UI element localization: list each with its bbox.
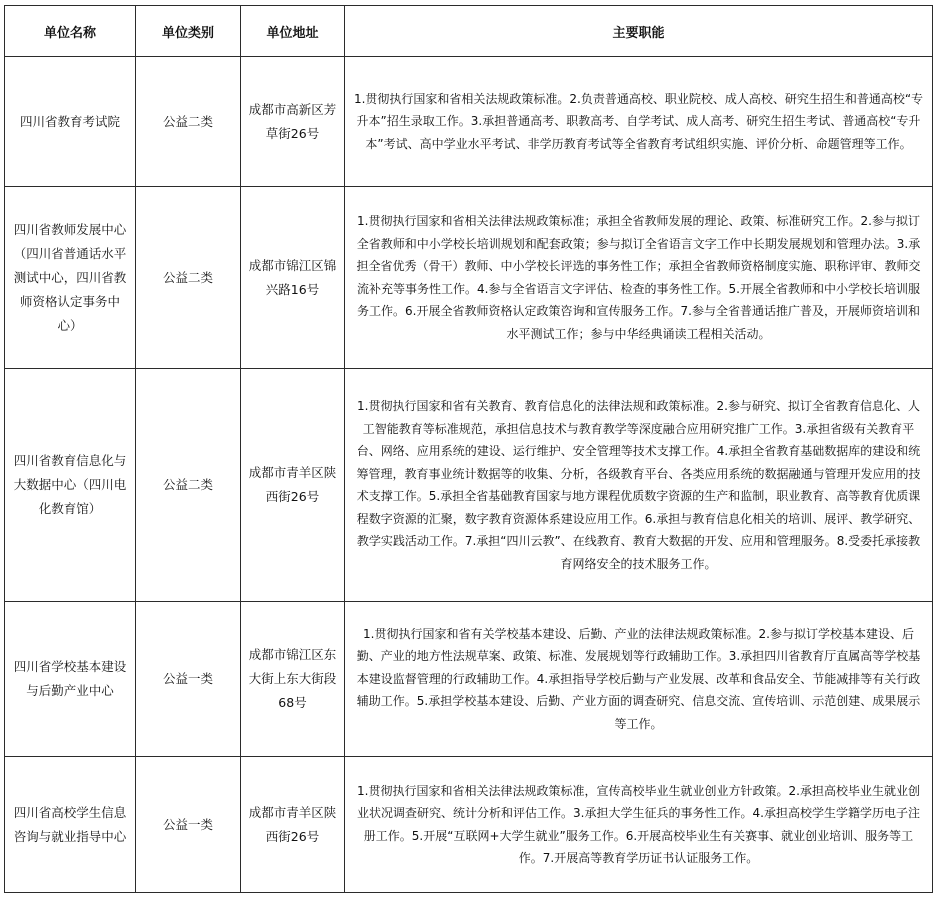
unit-type: 公益一类 bbox=[136, 757, 241, 893]
unit-address: 成都市锦江区锦兴路16号 bbox=[241, 187, 345, 369]
table-header-row bbox=[5, 6, 933, 57]
header-type: 单位类别 bbox=[136, 6, 241, 57]
header-name: 单位名称 bbox=[5, 6, 136, 57]
header-duties: 主要职能 bbox=[345, 6, 933, 57]
unit-duties: 1.贯彻执行国家和省相关法规政策标准。2.负责普通高校、职业院校、成人高校、研究生招生和普通高校“专升本”招生录取工作。3.承担普通高考、职教高考、自学考试、成人高考、研究生招生考试、普通高校“专升本”考试、高中学业水平考试、非学历教育考试等全省教育考试组织实施、评价分析、命题管理等工作。 bbox=[345, 57, 933, 187]
table-row bbox=[5, 601, 933, 757]
unit-duties: 1.贯彻执行国家和省有关学校基本建设、后勤、产业的法律法规政策标准。2.参与拟订学校基本建设、后勤、产业的地方性法规草案、政策、标准、发展规划等行政辅助工作。3.承担四川省教育厅直属高等学校基本建设监督管理的行政辅助工作。4.承担指导学校后勤与产业发展、改革和食品安全、节能减排等有关行政辅助工作。5.承担学校基本建设、后勤、产业方面的调查研究、信息交流、宣传培训、示范创建、成果展示等工作。 bbox=[345, 601, 933, 757]
unit-type: 公益二类 bbox=[136, 57, 241, 187]
header-address: 单位地址 bbox=[241, 6, 345, 57]
unit-type: 公益二类 bbox=[136, 187, 241, 369]
unit-type: 公益二类 bbox=[136, 369, 241, 602]
unit-duties: 1.贯彻执行国家和省有关教育、教育信息化的法律法规和政策标准。2.参与研究、拟订全省教育信息化、人工智能教育等标准规范，承担信息技术与教育教学等深度融合应用研究推广工作。3.承担省级有关教育平台、网络、应用系统的建设、运行维护、安全管理等技术支撑工作。4.承担全省教育基础数据库的建设和统筹管理，教育事业统计数据等的收集、分析，各级教育平台、各类应用系统的数据融通与管理开发应用的技术支撑工作。5.承担全省基础教育国家与地方课程优质数字资源的生产和监制，职业教育、高等教育优质课程数字资源的汇聚，数字教育资源体系建设应用工作。6.承担与教育信息化相关的培训、展评、教学研究、教学实践活动工作。7.承担“四川云教”、在线教育、教育大数据的开发、应用和管理服务。8.受委托承接教育网络安全的技术服务工作。 bbox=[345, 369, 933, 602]
unit-name: 四川省高校学生信息咨询与就业指导中心 bbox=[5, 757, 136, 893]
unit-type: 公益一类 bbox=[136, 601, 241, 757]
institution-table bbox=[4, 5, 933, 893]
table-row bbox=[5, 57, 933, 187]
unit-name: 四川省学校基本建设与后勤产业中心 bbox=[5, 601, 136, 757]
unit-name: 四川省教师发展中心（四川省普通话水平测试中心，四川省教师资格认定事务中心） bbox=[5, 187, 136, 369]
unit-duties: 1.贯彻执行国家和省相关法律法规政策标准，宣传高校毕业生就业创业方针政策。2.承担高校毕业生就业创业状况调查研究、统计分析和评估工作。3.承担大学生征兵的事务性工作。4.承担高校学生学籍学历电子注册工作。5.开展“互联网+大学生就业”服务工作。6.开展高校毕业生有关赛事、就业创业培训、服务等工作。7.开展高等教育学历证书认证服务工作。 bbox=[345, 757, 933, 893]
unit-name: 四川省教育信息化与大数据中心（四川电化教育馆） bbox=[5, 369, 136, 602]
unit-duties: 1.贯彻执行国家和省相关法律法规政策标准；承担全省教师发展的理论、政策、标准研究工作。2.参与拟订全省教师和中小学校长培训规划和配套政策；参与拟订全省语言文字工作中长期发展规划和管理办法。3.承担全省优秀（骨干）教师、中小学校长评选的事务性工作；承担全省教师资格制度实施、职称评审、教师交流补充等事务性工作。4.参与全省语言文字评估、检查的事务性工作。5.开展全省教师和中小学校长培训服务工作。6.开展全省教师资格认定政策咨询和宣传服务工作。7.参与全省普通话推广普及，开展师资培训和水平测试工作；参与中华经典诵读工程相关活动。 bbox=[345, 187, 933, 369]
unit-address: 成都市青羊区陕西街26号 bbox=[241, 369, 345, 602]
unit-name: 四川省教育考试院 bbox=[5, 57, 136, 187]
unit-address: 成都市高新区芳草街26号 bbox=[241, 57, 345, 187]
unit-address: 成都市青羊区陕西街26号 bbox=[241, 757, 345, 893]
table-row bbox=[5, 757, 933, 893]
unit-address: 成都市锦江区东大街上东大街段68号 bbox=[241, 601, 345, 757]
table-row bbox=[5, 369, 933, 602]
table-row bbox=[5, 187, 933, 369]
